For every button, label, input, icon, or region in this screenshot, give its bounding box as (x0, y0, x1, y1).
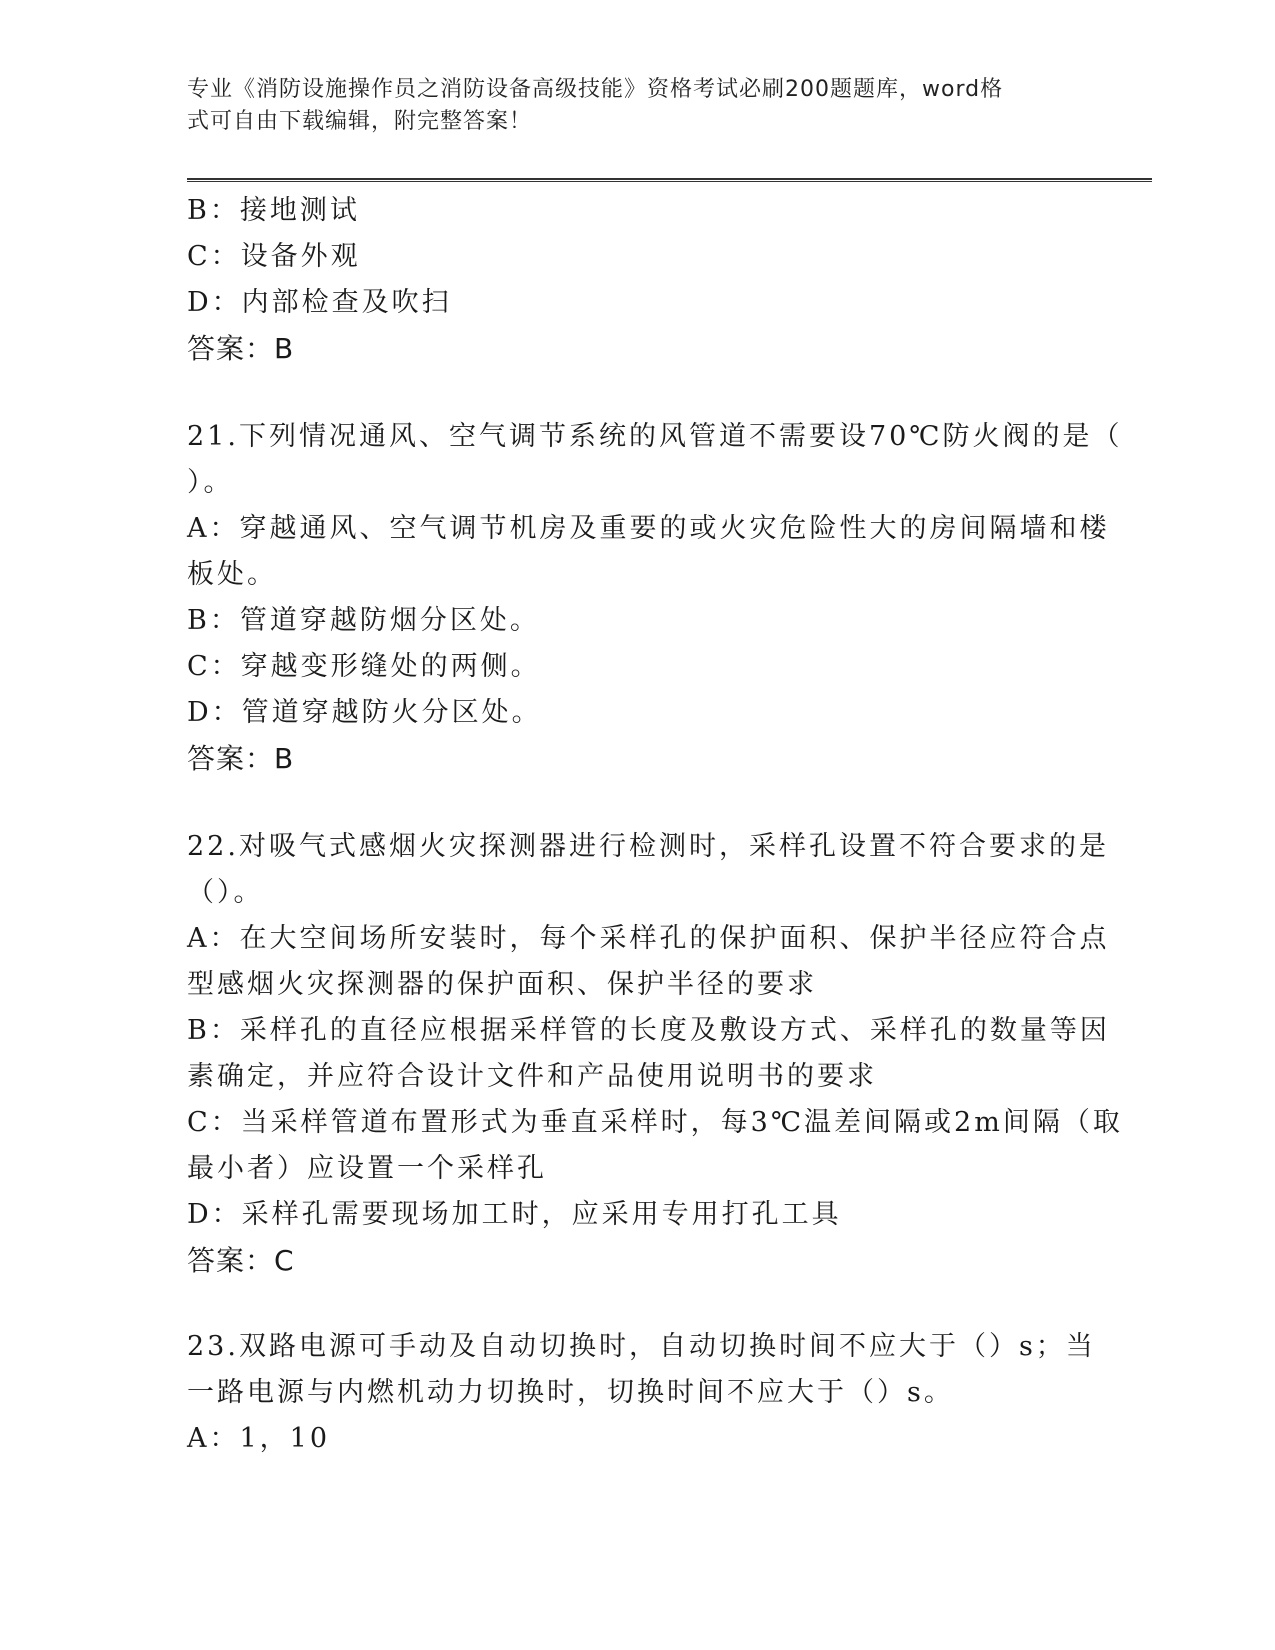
option-line: D：采样孔需要现场加工时，应采用专用打孔工具 (187, 1199, 842, 1230)
spacer (187, 782, 1087, 824)
spacer (187, 372, 1087, 414)
header-line-1: 专业《消防设施操作员之消防设备高级技能》资格考试必刷200题题库，word格 (187, 77, 1004, 102)
option-line: 素确定，并应符合设计文件和产品使用说明书的要求 (187, 1061, 877, 1092)
option-line: C：穿越变形缝处的两侧。 (187, 651, 541, 682)
answer-line: 答案：B (187, 742, 295, 775)
question-23 (187, 1324, 1096, 1462)
question-21 (187, 414, 1123, 782)
question-stem: 一路电源与内燃机动力切换时，切换时间不应大于（）s。 (187, 1377, 954, 1408)
previous-question-tail (187, 188, 1087, 372)
page-header (187, 74, 1067, 138)
question-stem: （）。 (187, 877, 264, 908)
option-line: C：设备外观 (187, 241, 361, 272)
option-line: 最小者）应设置一个采样孔 (187, 1153, 547, 1184)
option-line: 型感烟火灾探测器的保护面积、保护半径的要求 (187, 969, 817, 1000)
header-divider (187, 178, 1152, 182)
option-line: A：在大空间场所安装时，每个采样孔的保护面积、保护半径应符合点 (187, 923, 1110, 954)
option-line: 板处。 (187, 559, 277, 590)
header-line-2: 式可自由下载编辑，附完整答案！ (187, 109, 533, 134)
spacer (187, 1284, 1087, 1324)
question-stem: 22.对吸气式感烟火灾探测器进行检测时，采样孔设置不符合要求的是 (187, 831, 1109, 862)
option-line: A：1，10 (187, 1423, 331, 1454)
option-line: A：穿越通风、空气调节机房及重要的或火灾危险性大的房间隔墙和楼 (187, 513, 1110, 544)
question-stem: 21.下列情况通风、空气调节系统的风管道不需要设70℃防火阀的是（ (187, 421, 1123, 452)
answer-line: 答案：B (187, 332, 295, 365)
option-line: B：管道穿越防烟分区处。 (187, 605, 540, 636)
option-line: D：内部检查及吹扫 (187, 287, 452, 318)
document-body (187, 188, 1123, 1462)
answer-line: 答案：C (187, 1244, 295, 1277)
question-stem: 23.双路电源可手动及自动切换时，自动切换时间不应大于（）s；当 (187, 1331, 1096, 1362)
option-line: D：管道穿越防火分区处。 (187, 697, 542, 728)
option-line: C：当采样管道布置形式为垂直采样时，每3℃温差间隔或2m间隔（取 (187, 1107, 1123, 1138)
option-line: B：采样孔的直径应根据采样管的长度及敷设方式、采样孔的数量等因 (187, 1015, 1110, 1046)
option-line: B：接地测试 (187, 195, 360, 226)
question-22 (187, 824, 1123, 1284)
question-stem: ）。 (187, 467, 234, 498)
